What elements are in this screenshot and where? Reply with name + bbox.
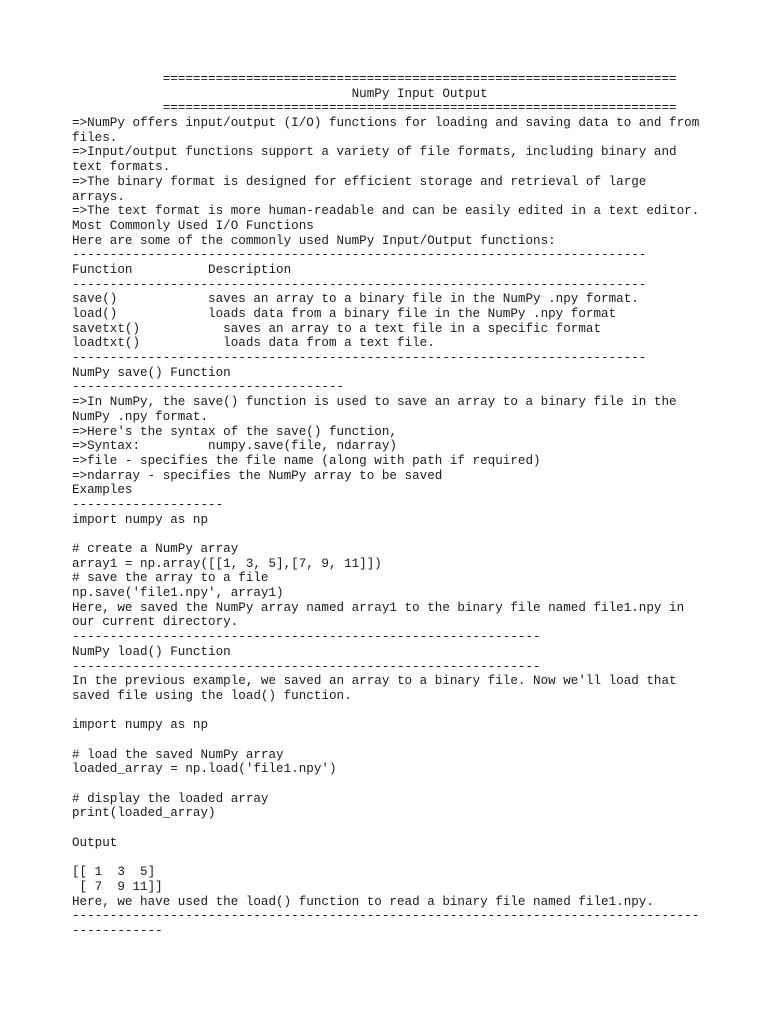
text-line: array1 = np.array([[1, 3, 5],[7, 9, 11]]) <box>72 556 382 571</box>
text-line: =>ndarray - specifies the NumPy array to be saved <box>72 468 443 483</box>
text-line: =>In NumPy, the save() function is used to save an array to a binary file in the <box>72 395 677 410</box>
text-line: save() saves an array to a binary file in the NumPy .npy format. <box>72 292 639 307</box>
text-line: load() loads data from a binary file in the NumPy .npy format <box>72 307 617 321</box>
text-line: ---------------------------------------------------------------------------- <box>72 248 647 263</box>
text-line: # load the saved NumPy array <box>72 747 284 762</box>
text-line: files. <box>72 130 118 145</box>
text-line <box>72 704 699 719</box>
text-line: ==================================================================== <box>72 72 677 86</box>
text-line <box>72 527 699 542</box>
text-line: ==================================================================== <box>72 101 677 116</box>
text-line: =>NumPy offers input/output (I/O) functions for loading and saving data to and from <box>72 116 700 131</box>
text-line: =>Input/output functions support a variety of file formats, including binary and <box>72 145 677 160</box>
text-line: ---------------------------------------------------------------------------- <box>72 277 647 292</box>
text-line <box>72 821 699 836</box>
text-line: Function Description <box>72 262 292 277</box>
text-line: print(loaded_array) <box>72 806 216 821</box>
text-line: import numpy as np <box>72 512 209 527</box>
text-line: Most Commonly Used I/O Functions <box>72 218 314 233</box>
text-line: In the previous example, we saved an array to a binary file. Now we'll load that <box>72 674 677 689</box>
text-line: Here, we saved the NumPy array named array1 to the binary file named file1.npy in <box>72 600 685 615</box>
text-line: # create a NumPy array <box>72 542 239 556</box>
text-line: our current directory. <box>72 615 239 630</box>
text-line: -------------------------------------------------------------- <box>72 659 541 674</box>
text-line: # display the loaded array <box>72 791 269 806</box>
text-line: NumPy load() Function <box>72 644 231 659</box>
text-line: [ 7 9 11]] <box>72 879 163 894</box>
text-line: # save the array to a file <box>72 571 269 586</box>
text-line: ----------------------------------------------------------------------------------- <box>72 909 700 924</box>
text-line: ---------------------------------------------------------------------------- <box>72 351 647 366</box>
text-line: loaded_array = np.load('file1.npy') <box>72 762 337 777</box>
text-line: import numpy as np <box>72 718 209 733</box>
text-line: arrays. <box>72 189 125 204</box>
text-line: =>Here's the syntax of the save() function, <box>72 424 397 439</box>
text-line: -------------------- <box>72 497 224 512</box>
text-line: =>The text format is more human-readable and can be easily edited in a text editor. <box>72 204 700 219</box>
text-line: Here, we have used the load() function to read a binary file named file1.npy. <box>72 894 654 909</box>
text-line: Examples <box>72 483 133 498</box>
text-line: [[ 1 3 5] <box>72 865 156 880</box>
text-line: ------------ <box>72 923 163 938</box>
text-line: ------------------------------------ <box>72 380 345 395</box>
text-line: NumPy .npy format. <box>72 409 209 424</box>
text-line: =>The binary format is designed for efficient storage and retrieval of large <box>72 174 647 189</box>
text-line <box>72 850 699 865</box>
text-line <box>72 777 699 792</box>
text-line: Here are some of the commonly used NumPy Input/Output functions: <box>72 233 556 248</box>
text-line: =>file - specifies the file name (along with path if required) <box>72 453 541 468</box>
text-line: NumPy save() Function <box>72 365 231 380</box>
text-line: loadtxt() loads data from a text file. <box>72 336 435 351</box>
text-line: text formats. <box>72 160 171 175</box>
text-line: Output <box>72 835 118 850</box>
text-line <box>72 733 699 748</box>
text-line: savetxt() saves an array to a text file in a specific format <box>72 321 602 336</box>
text-line: NumPy Input Output <box>72 86 488 101</box>
document-page <box>72 72 699 939</box>
text-line: saved file using the load() function. <box>72 688 352 703</box>
text-line: -------------------------------------------------------------- <box>72 630 541 645</box>
text-line: np.save('file1.npy', array1) <box>72 586 284 601</box>
text-line: =>Syntax: numpy.save(file, ndarray) <box>72 439 397 454</box>
